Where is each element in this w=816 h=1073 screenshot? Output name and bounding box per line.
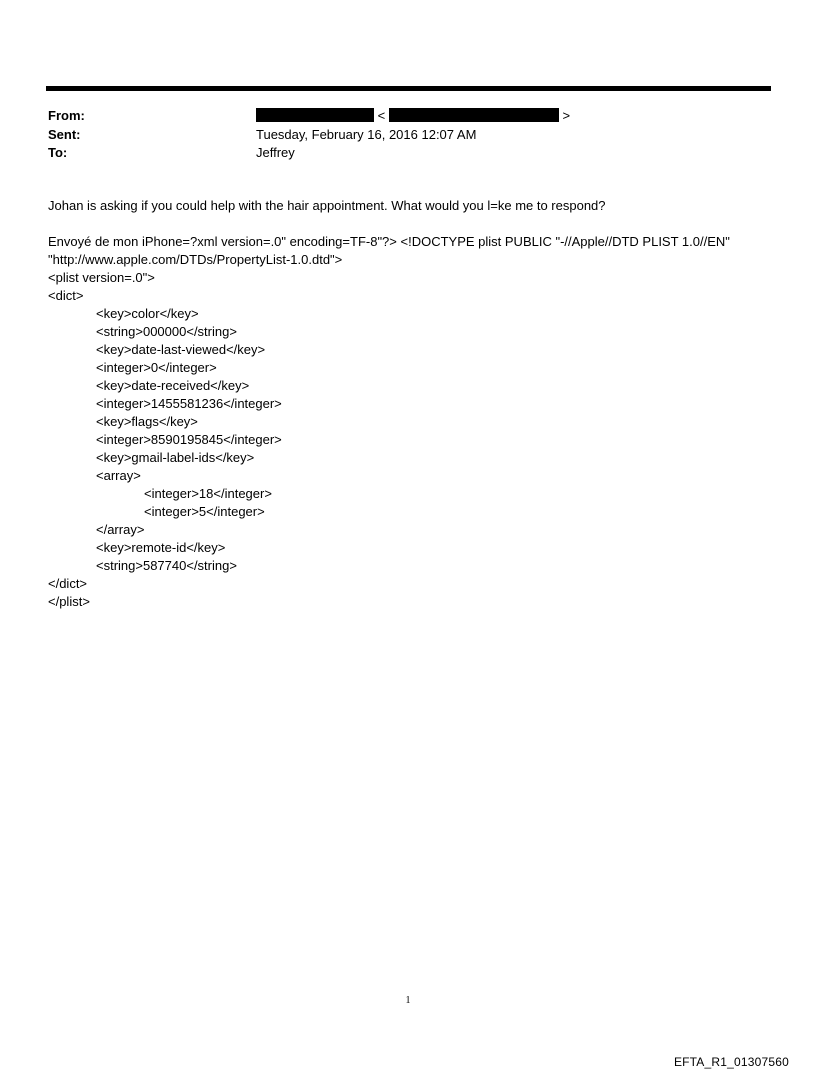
plist-line: <integer>8590195845</integer> bbox=[96, 432, 282, 447]
redaction-box bbox=[256, 108, 374, 122]
plist-line: <plist version=.0"> bbox=[48, 270, 155, 285]
plist-line: <integer>18</integer> bbox=[144, 486, 272, 501]
from-gt: > bbox=[562, 108, 571, 123]
plist-line: <integer>5</integer> bbox=[144, 504, 265, 519]
bates-number: EFTA_R1_01307560 bbox=[673, 1055, 789, 1069]
from-value bbox=[256, 107, 570, 125]
from-label: From: bbox=[48, 108, 85, 123]
plist-line: </dict> bbox=[48, 576, 88, 591]
plist-block bbox=[48, 233, 778, 611]
message-text: Johan is asking if you could help with the hair appointment. What would you l=ke me to respond? bbox=[48, 198, 606, 213]
plist-line: <integer>0</integer> bbox=[96, 360, 217, 375]
plist-line: </array> bbox=[96, 522, 145, 537]
to-value: Jeffrey bbox=[256, 145, 295, 160]
from-lt: < bbox=[377, 108, 386, 123]
plist-line: <key>flags</key> bbox=[96, 414, 198, 429]
header-rule bbox=[46, 86, 771, 91]
plist-line: Envoyé de mon iPhone=?xml version=.0" encoding=TF-8"?> <!DOCTYPE plist PUBLIC "-//Apple//DTD PLIST 1.0//EN" bbox=[48, 234, 730, 249]
plist-line: <key>gmail-label-ids</key> bbox=[96, 450, 255, 465]
plist-line: <key>date-last-viewed</key> bbox=[96, 342, 266, 357]
redaction-box bbox=[389, 108, 559, 122]
sent-value: Tuesday, February 16, 2016 12:07 AM bbox=[256, 127, 477, 142]
plist-line: <string>587740</string> bbox=[96, 558, 237, 573]
plist-line: <integer>1455581236</integer> bbox=[96, 396, 282, 411]
sent-label: Sent: bbox=[48, 127, 81, 142]
plist-line: <string>000000</string> bbox=[96, 324, 237, 339]
page-number: 1 bbox=[405, 995, 411, 1006]
plist-line: <key>date-received</key> bbox=[96, 378, 250, 393]
to-label: To: bbox=[48, 145, 68, 160]
email-body bbox=[48, 197, 778, 611]
plist-line: "http://www.apple.com/DTDs/PropertyList-1.0.dtd"> bbox=[48, 252, 343, 267]
plist-line: <dict> bbox=[48, 288, 84, 303]
plist-line: <key>color</key> bbox=[96, 306, 199, 321]
plist-line: <key>remote-id</key> bbox=[96, 540, 226, 555]
plist-line: </plist> bbox=[48, 594, 90, 609]
plist-line: <array> bbox=[96, 468, 141, 483]
